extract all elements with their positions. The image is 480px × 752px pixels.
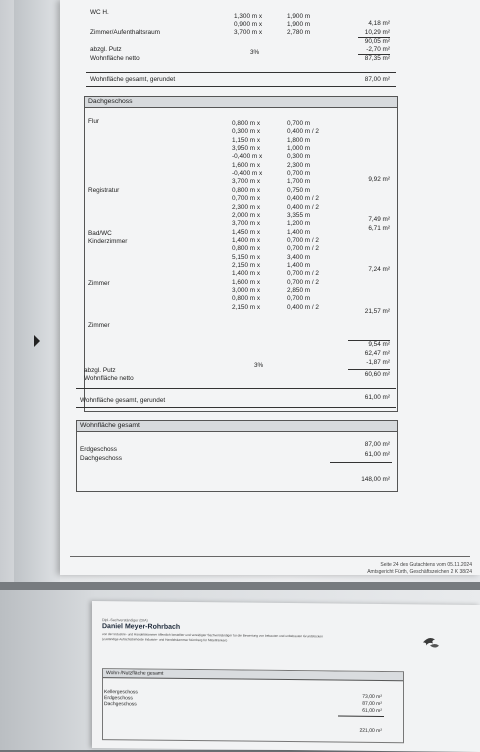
label-wc: WC H. bbox=[90, 9, 109, 16]
sum-line bbox=[348, 369, 390, 370]
measure-width: 0,700 m / 2 bbox=[287, 270, 319, 278]
measure-width: 1,400 m bbox=[287, 228, 311, 236]
subtotal-value: 90,05 m² bbox=[364, 38, 390, 45]
measure-width: 0,750 m bbox=[287, 186, 311, 194]
measure-width: 0,700 m bbox=[287, 120, 311, 127]
measure-width: 0,400 m / 2 bbox=[287, 203, 319, 211]
measure-width: 1,000 m bbox=[287, 145, 311, 153]
sum-line bbox=[330, 462, 392, 463]
expert-subtitle: von der Industrie- und Handelskammer öffentlich bestellter und vereidigter Sachverständiger für die Bewertung von bebauten und unbebauten Grundstücken bbox=[102, 632, 323, 639]
floor-value: 73,00 m² bbox=[362, 693, 382, 701]
seal-logo-icon bbox=[420, 633, 442, 651]
divider bbox=[76, 388, 396, 389]
measure-width: 0,400 m / 2 bbox=[287, 303, 319, 311]
divider bbox=[86, 72, 396, 73]
measure-width: 0,700 m / 2 bbox=[287, 245, 319, 253]
total-label: Wohnfläche gesamt, gerundet bbox=[80, 397, 166, 404]
measure-length: 0,700 m x bbox=[232, 195, 261, 203]
area-value: 10,29 m² bbox=[364, 29, 390, 36]
putz-percent: 3% bbox=[254, 362, 264, 369]
floor-label: Kellergeschoss bbox=[104, 689, 138, 696]
area-value: 9,54 m² bbox=[368, 341, 390, 348]
measure-length: 1,150 m x bbox=[232, 136, 261, 144]
measure-width: 0,400 m / 2 bbox=[287, 195, 319, 203]
summary-header: Wohnfläche gesamt bbox=[77, 421, 397, 432]
room-label: Zimmer bbox=[88, 322, 110, 329]
total-value: 87,00 m² bbox=[364, 76, 390, 83]
room-label: Registratur bbox=[88, 187, 120, 194]
label-netto: Wohnfläche netto bbox=[90, 55, 140, 62]
measure-length: 1,450 m x bbox=[232, 228, 261, 236]
measure-length: 3,950 m x bbox=[232, 145, 261, 153]
area-value: 60,60 m² bbox=[364, 371, 390, 378]
total-area-header: Wohn-/Nutzfläche gesamt bbox=[103, 669, 403, 681]
floor-label: Dachgeschoss bbox=[104, 701, 137, 708]
measure-b: 1,900 m bbox=[287, 21, 311, 28]
summary-total: 148,00 m² bbox=[361, 476, 390, 483]
measure-width: 0,700 m / 2 bbox=[287, 236, 319, 244]
measure-length: 0,300 m x bbox=[232, 128, 261, 136]
netto-value: 87,35 m² bbox=[364, 55, 390, 62]
measure-length: 3,700 m x bbox=[232, 178, 261, 186]
measure-a: 1,300 m x bbox=[234, 13, 263, 20]
floor-value: 87,00 m² bbox=[362, 700, 382, 708]
area-value: 62,47 m² bbox=[364, 350, 390, 357]
summary-label: Dachgeschoss bbox=[80, 455, 122, 462]
measure-length: 1,600 m x bbox=[232, 278, 261, 286]
measure-width: 0,400 m / 2 bbox=[287, 128, 319, 136]
total-value: 61,00 m² bbox=[364, 394, 390, 401]
divider bbox=[86, 86, 396, 87]
putz-percent: 3% bbox=[250, 49, 260, 56]
expert-name: Daniel Meyer-Rohrbach bbox=[102, 623, 181, 631]
measure-length: 1,400 m x bbox=[232, 270, 261, 278]
document-page-24 bbox=[60, 0, 480, 575]
measure-length: 2,300 m x bbox=[232, 203, 261, 211]
measure-length: 2,000 m x bbox=[232, 211, 261, 219]
measure-length: -0,400 m x bbox=[232, 153, 263, 161]
measure-width: 1,700 m bbox=[287, 178, 311, 186]
measure-width: 0,700 m bbox=[287, 170, 311, 178]
measure-length: 0,800 m x bbox=[232, 295, 261, 303]
room-label: Kinderzimmer bbox=[88, 238, 128, 245]
label-zimmer-aufenthalt: Zimmer/Aufenthaltsraum bbox=[90, 29, 160, 36]
document-page-letterhead bbox=[92, 601, 480, 752]
label-putz: abzgl. Putz bbox=[90, 46, 122, 53]
measure-length: 3,000 m x bbox=[232, 287, 261, 294]
measure-width: 2,850 m bbox=[287, 287, 311, 294]
measure-a: 0,900 m x bbox=[234, 21, 263, 28]
area-value: 4,18 m² bbox=[368, 20, 390, 27]
expert-subtitle-authority: (zuständige Aufsichtsbehörde Industrie- und Handelskammer Nürnberg für Mittelfranken) bbox=[102, 637, 228, 643]
measure-length: 2,150 m x bbox=[232, 303, 261, 311]
measure-b: 2,780 m bbox=[287, 29, 311, 36]
summary-value: 87,00 m² bbox=[364, 441, 390, 448]
area-value: 21,57 m² bbox=[364, 308, 390, 315]
footer-page-ref: Seite 24 des Gutachtens vom 05.11.2024 bbox=[380, 562, 472, 568]
measure-width: 1,800 m bbox=[287, 136, 311, 144]
measure-a: 3,700 m x bbox=[234, 29, 263, 36]
putz-value: -2,70 m² bbox=[366, 46, 390, 53]
measure-width: 3,400 m bbox=[287, 253, 311, 261]
room-label: Bad/WC bbox=[88, 230, 112, 237]
measure-length: 3,700 m x bbox=[232, 220, 261, 228]
grand-total: 221,00 m² bbox=[359, 727, 382, 735]
measure-width: 3,355 m bbox=[287, 211, 311, 219]
total-label: Wohnfläche gesamt, gerundet bbox=[90, 76, 176, 83]
netto-label: Wohnfläche netto bbox=[84, 375, 134, 382]
area-value: 7,24 m² bbox=[368, 266, 390, 273]
measure-length: 0,800 m x bbox=[232, 186, 261, 194]
putz-label: abzgl. Putz bbox=[84, 367, 116, 374]
floor-label: Erdgeschoss bbox=[104, 695, 133, 702]
room-label: Zimmer bbox=[88, 280, 110, 287]
measure-b: 1,900 m bbox=[287, 13, 311, 20]
area-value: 9,92 m² bbox=[368, 176, 390, 183]
measure-length: 0,800 m x bbox=[232, 120, 261, 127]
measure-width: 2,300 m bbox=[287, 161, 311, 169]
footer-rule bbox=[70, 556, 470, 557]
photo-gap bbox=[0, 582, 480, 590]
page-curl-shadow bbox=[14, 0, 60, 585]
area-value: -1,87 m² bbox=[366, 359, 390, 366]
measure-length: 2,150 m x bbox=[232, 261, 261, 269]
divider bbox=[76, 407, 396, 408]
measure-length: 1,400 m x bbox=[232, 236, 261, 244]
floor-value: 61,00 m² bbox=[362, 707, 382, 715]
area-value: 7,49 m² bbox=[368, 216, 390, 223]
binder-clip-icon bbox=[32, 334, 42, 348]
room-label: Flur bbox=[88, 118, 100, 125]
measure-length: -0,400 m x bbox=[232, 170, 263, 178]
measure-length: 5,150 m x bbox=[232, 253, 261, 261]
measure-width: 0,300 m bbox=[287, 153, 311, 161]
footer-court-ref: Amtsgericht Fürth, Geschäftszeichen 2 K 38/24 bbox=[367, 569, 472, 575]
measure-length: 1,600 m x bbox=[232, 161, 261, 169]
summary-label: Erdgeschoss bbox=[80, 446, 117, 453]
summary-value: 61,00 m² bbox=[364, 451, 390, 458]
measure-width: 1,200 m bbox=[287, 220, 311, 228]
dachgeschoss-header: Dachgeschoss bbox=[85, 97, 397, 108]
measure-width: 0,700 m / 2 bbox=[287, 278, 319, 286]
credential-line: Dipl.-Sachverständiger (DIA) bbox=[102, 618, 148, 623]
measure-length: 0,800 m x bbox=[232, 245, 261, 253]
measure-width: 0,700 m bbox=[287, 295, 311, 303]
area-value: 6,71 m² bbox=[368, 225, 390, 232]
measure-width: 1,400 m bbox=[287, 261, 311, 269]
